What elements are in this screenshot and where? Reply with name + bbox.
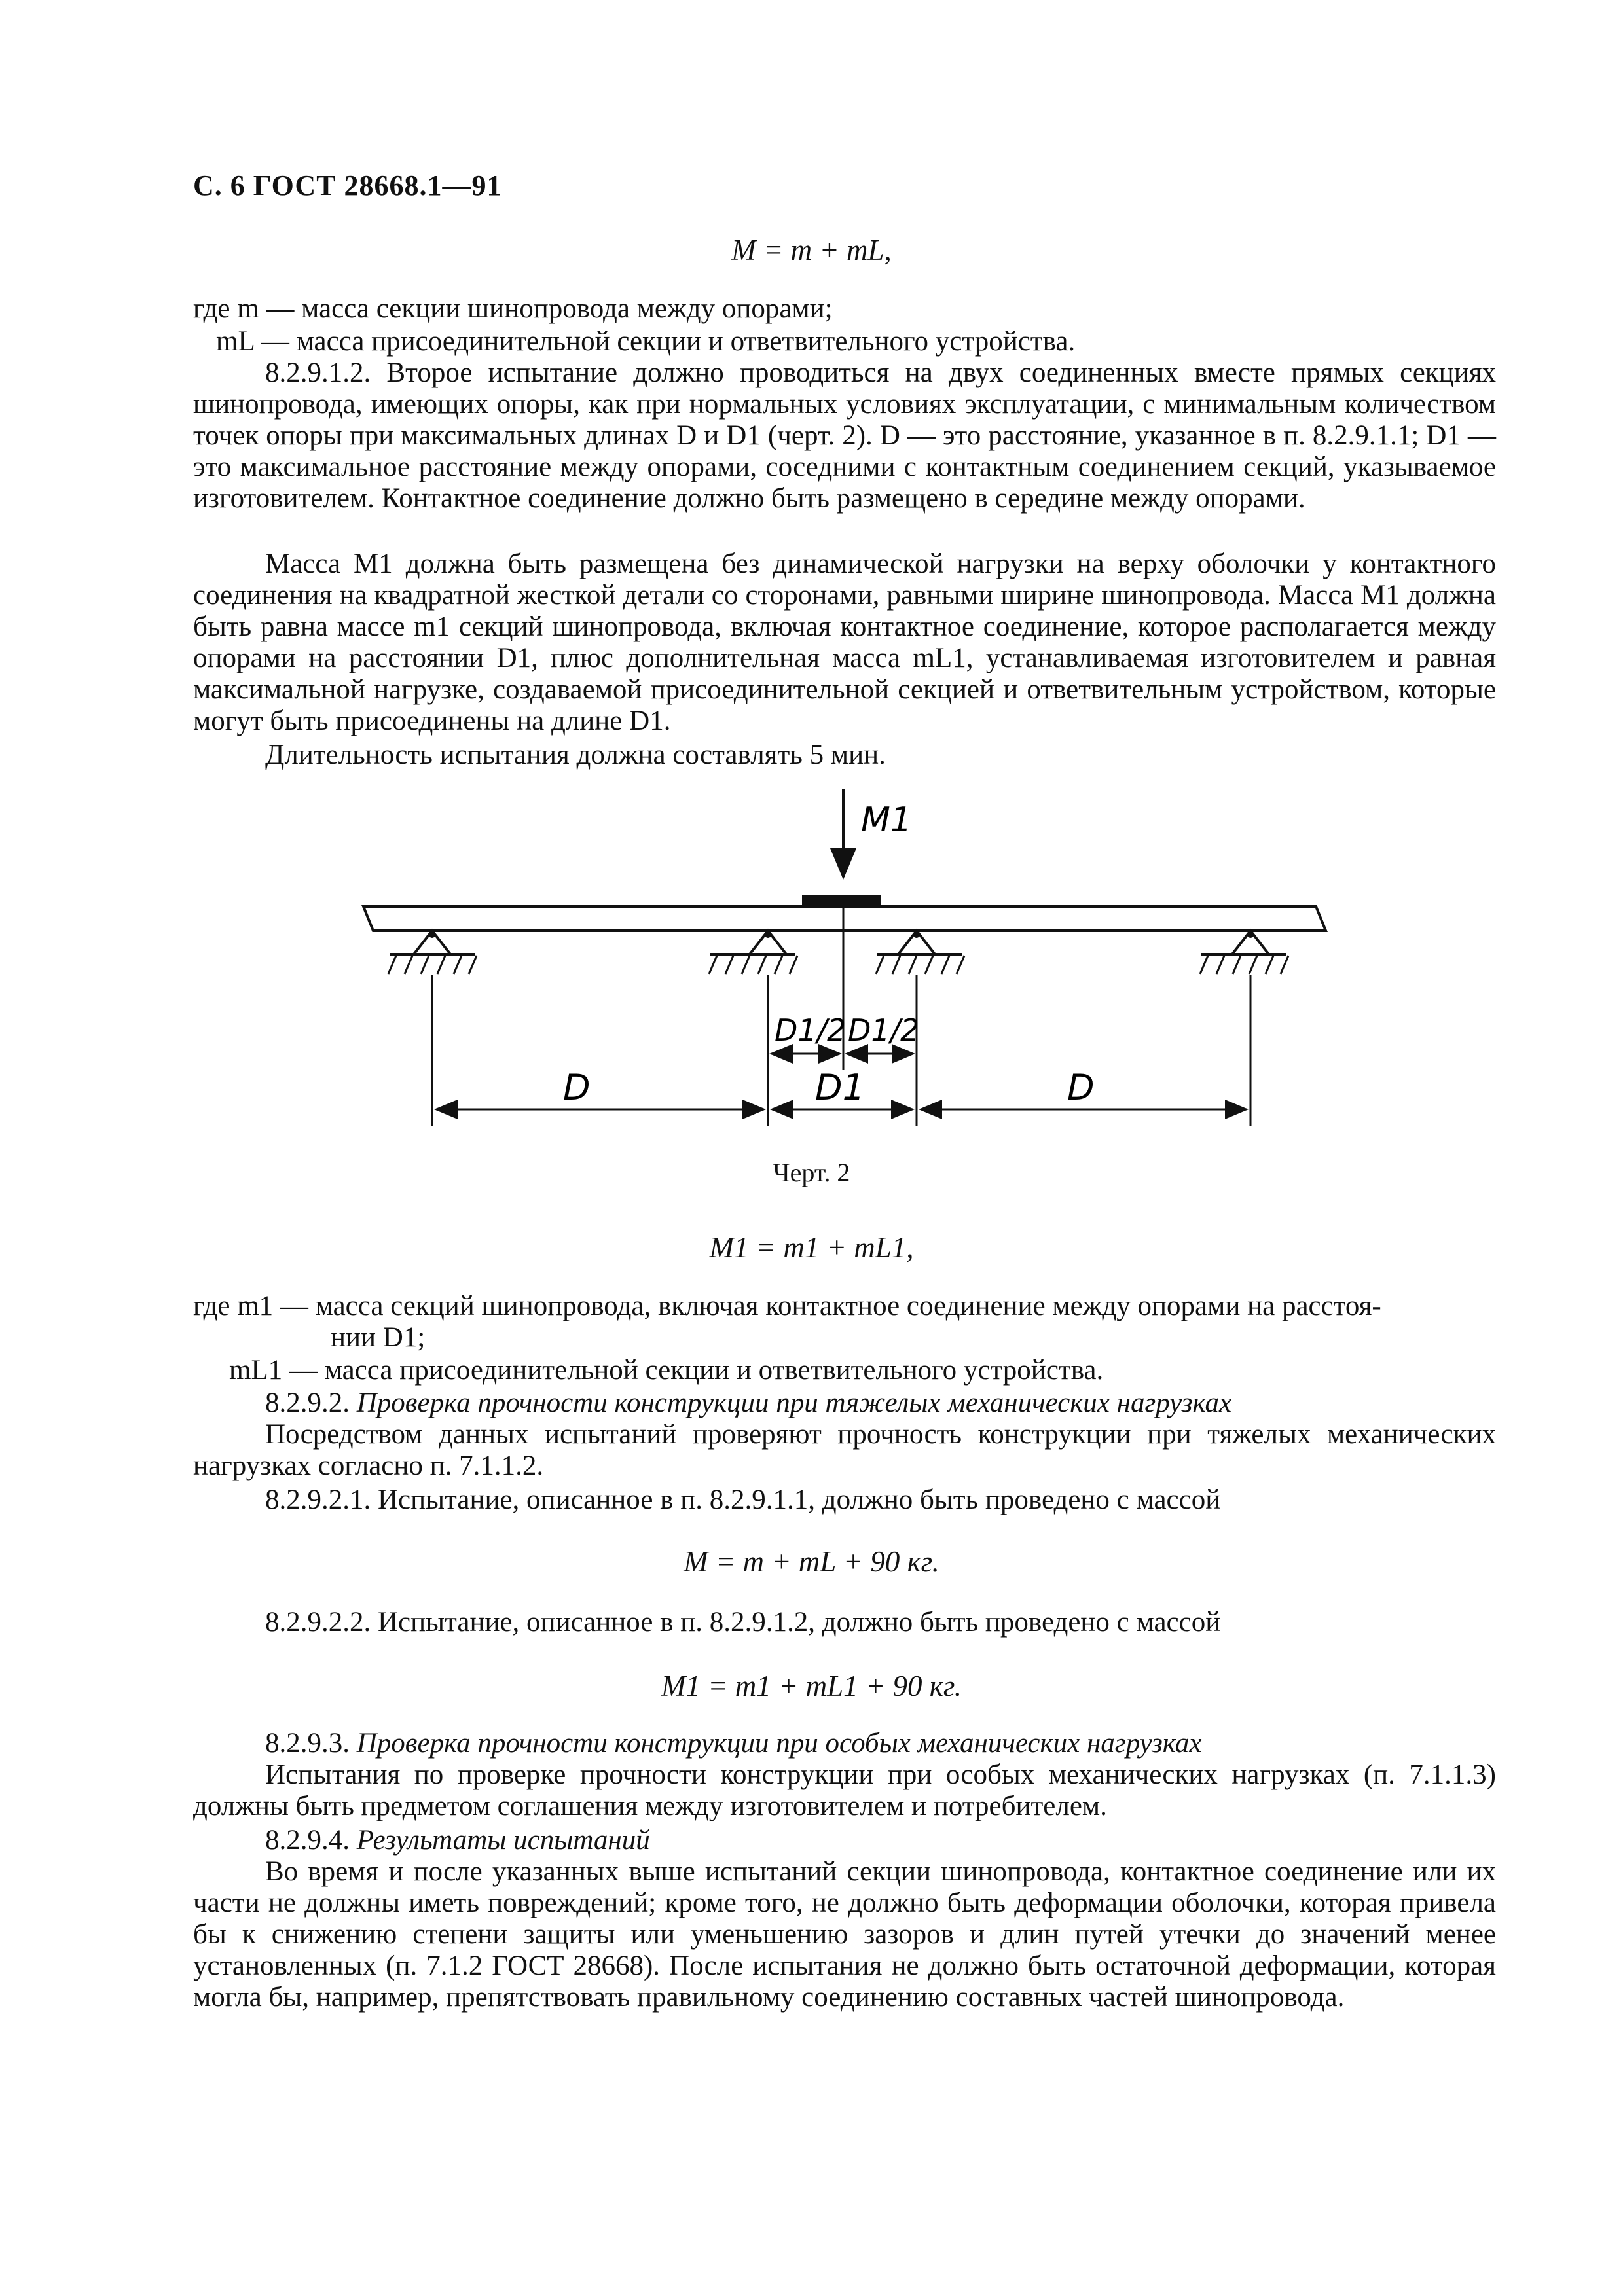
page-header: С. 6 ГОСТ 28668.1—91 bbox=[193, 170, 502, 202]
formula-heavy-m1: M1 = m1 + mL1 + 90 кг. bbox=[661, 1670, 962, 1702]
label-span-left: D bbox=[563, 1067, 591, 1108]
formula-mass-m1: M1 = m1 + mL1, bbox=[709, 1231, 914, 1264]
formula-mass-m: M = m + mL, bbox=[731, 234, 892, 266]
paragraph-8-2-9-2-2: 8.2.9.2.2. Испытание, описанное в п. 8.2.9.1.2, должно быть проведено с массой bbox=[265, 1607, 1221, 1638]
label-span-right: D bbox=[1067, 1067, 1095, 1108]
paragraph-8-2-9-2: Посредством данных испытаний проверяют прочность конструкции при тяжелых механических нагрузках согласно п. 7.1.1.2. bbox=[193, 1419, 1496, 1481]
where-m1-line: где m1 — масса секций шинопровода, включая контактное соединение между опорами на расстоя- bbox=[193, 1291, 1381, 1321]
load-label: M1 bbox=[861, 800, 912, 840]
support-4 bbox=[1200, 931, 1288, 974]
where-m-line: где m — масса секции шинопровода между опорами; bbox=[193, 293, 833, 324]
load-plate bbox=[802, 895, 881, 908]
where-ml1-line: mL1 — масса присоединительной секции и ответвительного устройства. bbox=[229, 1355, 1104, 1386]
where-m1-cont: нии D1; bbox=[331, 1322, 426, 1353]
support-1 bbox=[388, 931, 477, 974]
label-half-left: D1/2 bbox=[775, 1013, 847, 1048]
paragraph-8-2-9-3: Испытания по проверке прочности конструкции при особых механических нагрузках (п. 7.1.1.3) должны быть предметом соглашения между изготовителем и потребителем. bbox=[193, 1759, 1496, 1821]
beam-diagram bbox=[0, 779, 1623, 1172]
support-3 bbox=[876, 931, 964, 974]
paragraph-duration: Длительность испытания должна составлять 5 мин. bbox=[265, 740, 886, 770]
paragraph-8-2-9-2-1: 8.2.9.2.1. Испытание, описанное в п. 8.2.9.1.1, должно быть проведено с массой bbox=[265, 1484, 1221, 1515]
support-2 bbox=[709, 931, 797, 974]
busway-beam bbox=[363, 906, 1326, 931]
label-span-mid: D1 bbox=[815, 1067, 865, 1108]
paragraph-8-2-9-1-2: 8.2.9.1.2. Второе испытание должно проводиться на двух соединенных вместе прямых секциях шинопровода, имеющих опоры, как при нормальных условиях эксплуатации, с минимальным количеством точек опоры при максимальных длинах D и D1 (черт. 2). D — это расстояние, указанное в п. 8.2.9.1.1; D1 — это максимальное расстояние между опорами, соседними с контактным соединением секций, указываемое изготовителем. Контактное соединение должно быть размещено в середине между опорами. bbox=[193, 357, 1496, 514]
where-ml-line: mL — масса присоединительной секции и ответвительного устройства. bbox=[216, 326, 1076, 357]
figure-caption: Черт. 2 bbox=[773, 1158, 850, 1187]
paragraph-mass-m1: Масса M1 должна быть размещена без динамической нагрузки на верху оболочки у контактного соединения на квадратной жесткой детали со сторонами, равными ширине шинопровода. Масса M1 должна быть равна массе m1 секций шинопровода, включая контактное соединение, которое располагается между опорами на расстоянии D1, плюс дополнительная масса mL1, устанавливаемая изготовителем и равная максимальной нагрузке, создаваемой присоединительной секцией и ответвительным устройством, которые могут быть присоединены на длине D1. bbox=[193, 548, 1496, 736]
label-half-right: D1/2 bbox=[848, 1013, 920, 1048]
heading-8-2-9-3: 8.2.9.3. Проверка прочности конструкции при особых механических нагрузках bbox=[265, 1728, 1202, 1759]
heading-8-2-9-4: 8.2.9.4. Результаты испытаний bbox=[265, 1825, 650, 1856]
paragraph-8-2-9-4: Во время и после указанных выше испытаний секции шинопровода, контактное соединение или их части не должны иметь повреждений; кроме того, не должно быть деформации оболочки, которая привела бы к снижению степени защиты или уменьшению зазоров и длин путей утечки до значений менее установленных (п. 7.1.2 ГОСТ 28668). После испытания не должно быть остаточной деформации, которая могла бы, например, препятствовать правильному соединению составных частей шинопровода. bbox=[193, 1856, 1496, 2013]
heading-8-2-9-2: 8.2.9.2. Проверка прочности конструкции при тяжелых механических нагрузках bbox=[265, 1388, 1232, 1418]
formula-heavy-m: M = m + mL + 90 кг. bbox=[684, 1545, 939, 1578]
